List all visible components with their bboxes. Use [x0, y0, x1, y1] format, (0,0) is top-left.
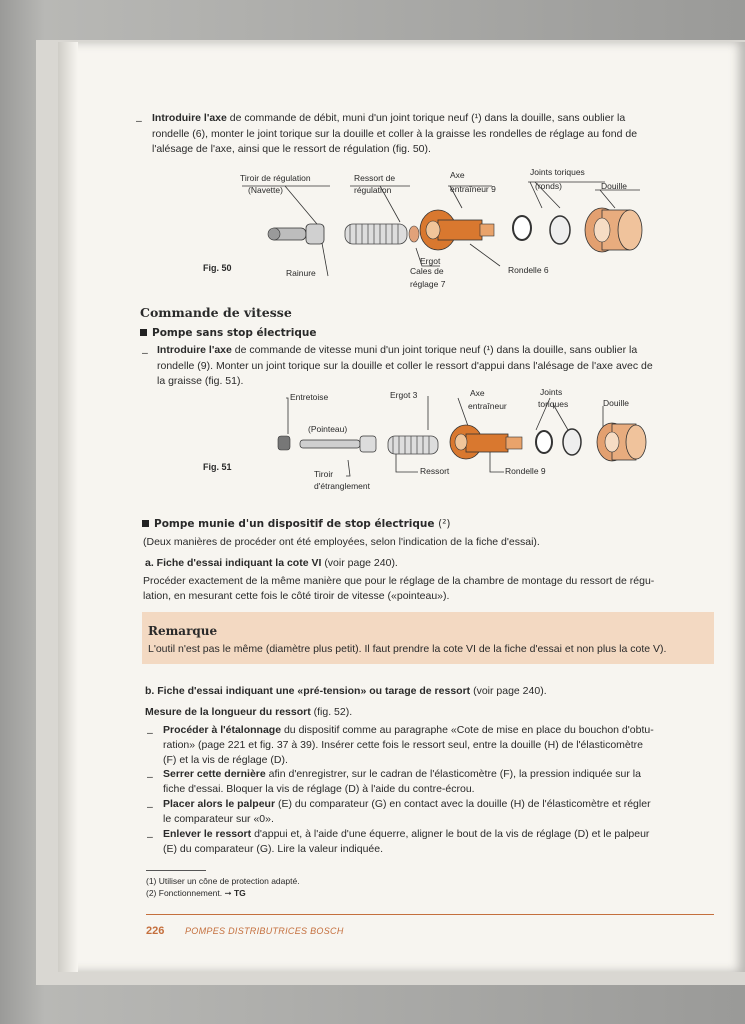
bullet-dash: – [136, 115, 142, 127]
bullet-dash: – [147, 771, 153, 783]
intro-line-1: Introduire l'axe de commande de débit, muni d'un joint torique neuf (¹) dans la douille, sans oublier la [152, 112, 626, 124]
intro-line-3: l'alésage de l'axe, ainsi que le ressort de régulation (fig. 50). [152, 143, 431, 155]
stop-a-line-1: Procéder exactement de la même manière que pour le réglage de la chambre de montage du ressort de régu- [143, 575, 655, 587]
page-number: 226 [146, 925, 165, 937]
footer-rule [146, 914, 714, 915]
bullet-dash: – [147, 727, 153, 739]
fig50-label-ressort-2: régulation [354, 185, 392, 195]
fig51-label-joints-2: toriques [538, 399, 569, 409]
stop-a-line-2: lation, en mesurant cette fois le côté tiroir de vitesse («pointeau»). [143, 590, 450, 602]
fig50-label-douille: Douille [601, 181, 627, 191]
b-item-3-line-2: le comparateur sur «0». [163, 813, 274, 825]
fig51-label-axe-1: Axe [470, 388, 485, 398]
vitesse-line-3: la graisse (fig. 51). [157, 375, 244, 387]
footnote-2: (2) Fonctionnement. ➞ TG [146, 888, 246, 898]
remarque-text: L'outil n'est pas le même (diamètre plus petit). Il faut prendre la cote VI de la fiche d'essai et non plus la cote V). [148, 643, 667, 655]
section-title-vitesse: Commande de vitesse [140, 305, 292, 320]
fig50-label-joints-1: Joints toriques [530, 167, 585, 177]
b-item-1-line-3: (F) et la vis de réglage (D). [163, 754, 288, 766]
running-title: POMPES DISTRIBUTRICES BOSCH [185, 926, 344, 936]
fig51-label-joints-1: Joints [540, 387, 563, 397]
subsection-sans-stop: Pompe sans stop électrique [140, 327, 317, 339]
bullet-dash: – [147, 831, 153, 843]
fig50-label-rainure: Rainure [286, 268, 316, 278]
fig50-label-tiroir-1: Tiroir de régulation [240, 173, 311, 183]
b-item-4-line-1: Enlever le ressort d'appui et, à l'aide d'une équerre, aligner le bout de la vis de réglage (D) et le palpeur [163, 828, 650, 840]
fig50-label-tiroir-2: (Navette) [248, 185, 283, 195]
remarque-title: Remarque [148, 624, 218, 638]
fig50-label-rondelle: Rondelle 6 [508, 265, 549, 275]
fig50-caption: Fig. 50 [203, 263, 232, 273]
fig51-label-entretoise: Entretoise [290, 392, 329, 402]
b-item-4-line-2: (E) du comparateur (G). Lire la valeur indiquée. [163, 843, 384, 855]
b-item-2-line-1: Serrer cette dernière afin d'enregistrer, sur le cadran de l'élasticomètre (F), la pression indiquée sur la [163, 768, 641, 780]
fig50-label-cales-2: réglage 7 [410, 279, 446, 289]
fig50-label-axe-2: entraîneur 9 [450, 184, 496, 194]
fig51-label-pointeau: (Pointeau) [308, 424, 348, 434]
fig51-label-rondelle: Rondelle 9 [505, 466, 546, 476]
vitesse-line-1: Introduire l'axe de commande de vitesse muni d'un joint torique neuf (¹) dans la douille, sans oublier la [157, 344, 638, 356]
fig51-label-ressort: Ressort [420, 466, 450, 476]
fig50-label-ergot: Ergot [420, 256, 441, 266]
fig51-caption: Fig. 51 [203, 462, 232, 472]
stop-intro: (Deux manières de procéder ont été employées, selon l'indication de la fiche d'essai). [143, 536, 540, 548]
fig50-label-ressort-1: Ressort de [354, 173, 396, 183]
bullet-dash: – [147, 801, 153, 813]
b-item-1-line-2: ration» (page 221 et fig. 37 à 39). Insérer cette fois le ressort seul, entre la douille (H) de l'élasticomètre [163, 739, 644, 751]
b-item-1-line-1: Procéder à l'étalonnage du dispositif comme au paragraphe «Cote de mise en place du bouchon d'obtu- [163, 724, 654, 736]
fig50-label-joints-2: (ronds) [535, 181, 562, 191]
b-item-3-line-1: Placer alors le palpeur (E) du comparateur (G) en contact avec la douille (H) de l'élasticomètre et régler [163, 798, 651, 810]
fig51-label-ergot: Ergot 3 [390, 390, 418, 400]
b-title: b. Fiche d'essai indiquant une «pré-tension» ou tarage de ressort (voir page 240). [145, 685, 547, 697]
b-item-2-line-2: fiche d'essai. Bloquer la vis de réglage (D) à l'aide du contre-écrou. [163, 783, 475, 795]
bullet-dash: – [142, 347, 148, 359]
fig50-label-cales-1: Cales de [410, 266, 444, 276]
vitesse-line-2: rondelle (9). Monter un joint torique sur la douille et coller le ressort d'appui dans l'alésage de l'axe avec de [157, 360, 653, 372]
mesure-title: Mesure de la longueur du ressort (fig. 52). [145, 706, 353, 718]
footnote-1: (1) Utiliser un cône de protection adapté. [146, 876, 300, 886]
intro-line-2: rondelle (6), monter le joint torique sur la douille et coller à la graisse les rondelles de réglage au fond de [152, 128, 638, 140]
fig50-label-axe-1: Axe [450, 170, 465, 180]
stop-a-title: a. Fiche d'essai indiquant la cote VI (voir page 240). [145, 557, 398, 569]
page-spine-shadow [58, 42, 78, 972]
subsection-avec-stop: Pompe munie d'un dispositif de stop électrique (²) [142, 518, 451, 530]
fig51-label-tiroir-1: Tiroir [314, 469, 334, 479]
fig51-label-axe-2: entraîneur [468, 401, 507, 411]
fig51-label-douille: Douille [603, 398, 629, 408]
fig51-label-tiroir-2: d'étranglement [314, 481, 370, 491]
footnote-rule [146, 870, 206, 871]
